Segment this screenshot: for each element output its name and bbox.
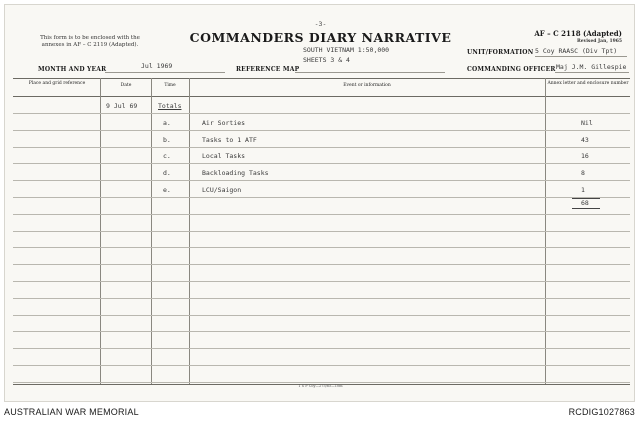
- ruled-line: [13, 365, 630, 366]
- printer-imprint: 1 S P Coy—275/65—10m: [298, 384, 343, 388]
- archive-caption: AUSTRALIAN WAR MEMORIAL: [4, 407, 139, 417]
- unit-formation-value: 5 Coy RAASC (Div Tpt): [535, 47, 618, 55]
- entry-item-marker: a.: [163, 118, 171, 127]
- ruled-line: [13, 264, 630, 265]
- entry-event: Air Sorties: [202, 118, 246, 127]
- commanding-officer-label: COMMANDING OFFICER: [467, 66, 556, 73]
- entry-item-marker: Totals: [158, 102, 182, 110]
- ruled-line: [13, 147, 630, 148]
- entry-annex-count: 43: [581, 135, 589, 144]
- ruled-line: [13, 130, 630, 131]
- form-revision: Revised Jan, 1965: [576, 39, 622, 44]
- entry-annex-count: 1: [581, 186, 585, 194]
- column-header-place: Place and grid reference: [28, 81, 86, 86]
- entry-item-marker: c.: [163, 152, 171, 161]
- ruled-line: [13, 247, 630, 248]
- table-top-border: [13, 78, 630, 79]
- ruled-line: [13, 382, 630, 383]
- month-year-label: MONTH AND YEAR: [38, 66, 107, 73]
- entry-event: Backloading Tasks: [202, 169, 269, 178]
- table-header-border: [13, 96, 630, 97]
- ruled-line: [13, 197, 630, 198]
- form-title: COMMANDERS DIARY NARRATIVE: [189, 30, 452, 45]
- diary-form-sheet: [4, 4, 635, 402]
- page-number: -3-: [314, 20, 327, 28]
- enclosure-note: This form is to be enclosed with the annexes in AF – C 2119 (Adapted).: [40, 35, 140, 48]
- ruled-line: [13, 163, 630, 164]
- reference-map-line-2: SHEETS 3 & 4: [303, 56, 350, 64]
- ruled-line: [13, 331, 630, 332]
- column-header-date: Date: [120, 83, 132, 88]
- entry-event: Local Tasks: [202, 152, 246, 161]
- entry-item-marker: b.: [163, 135, 171, 144]
- reference-map-label: REFERENCE MAP: [236, 66, 300, 73]
- unit-formation-rule: [535, 56, 627, 57]
- entry-date: 9 Jul 69: [106, 102, 138, 110]
- column-header-time: Time: [164, 83, 176, 88]
- ruled-line: [13, 231, 630, 232]
- ruled-line: [13, 113, 630, 114]
- total-rule-bottom: [572, 208, 600, 209]
- entry-annex-count: Nil: [581, 118, 593, 127]
- entry-annex-count: 16: [581, 152, 589, 161]
- commanding-officer-rule: [555, 72, 629, 73]
- entry-annex-count: 8: [581, 169, 585, 178]
- archive-reference-id: RCDIG1027863: [568, 407, 635, 417]
- month-year-rule: [105, 72, 225, 73]
- unit-formation-label: UNIT/FORMATION: [467, 49, 534, 56]
- month-year-value: Jul 1969: [141, 62, 173, 70]
- ruled-line: [13, 214, 630, 215]
- column-header-event: Event or information: [343, 83, 391, 88]
- entry-event: LCU/Saigon: [202, 186, 242, 194]
- annex-total: 68: [581, 199, 589, 207]
- ruled-line: [13, 315, 630, 316]
- reference-map-line-1: SOUTH VIETNAM 1:50,000: [303, 46, 390, 54]
- ruled-line: [13, 281, 630, 282]
- column-header-annex: Annex letter and enclosure number: [547, 81, 629, 86]
- entry-item-marker: d.: [163, 169, 171, 178]
- reference-map-rule: [295, 72, 445, 73]
- ruled-line: [13, 180, 630, 181]
- total-rule-top: [572, 198, 600, 199]
- ruled-line: [13, 348, 630, 349]
- entry-item-marker: e.: [163, 186, 171, 194]
- ruled-line: [13, 298, 630, 299]
- commanding-officer-value: Maj J.M. Gillespie: [556, 63, 627, 71]
- form-number: AF – C 2118 (Adapted): [534, 29, 622, 38]
- entry-event: Tasks to 1 ATF: [202, 135, 257, 144]
